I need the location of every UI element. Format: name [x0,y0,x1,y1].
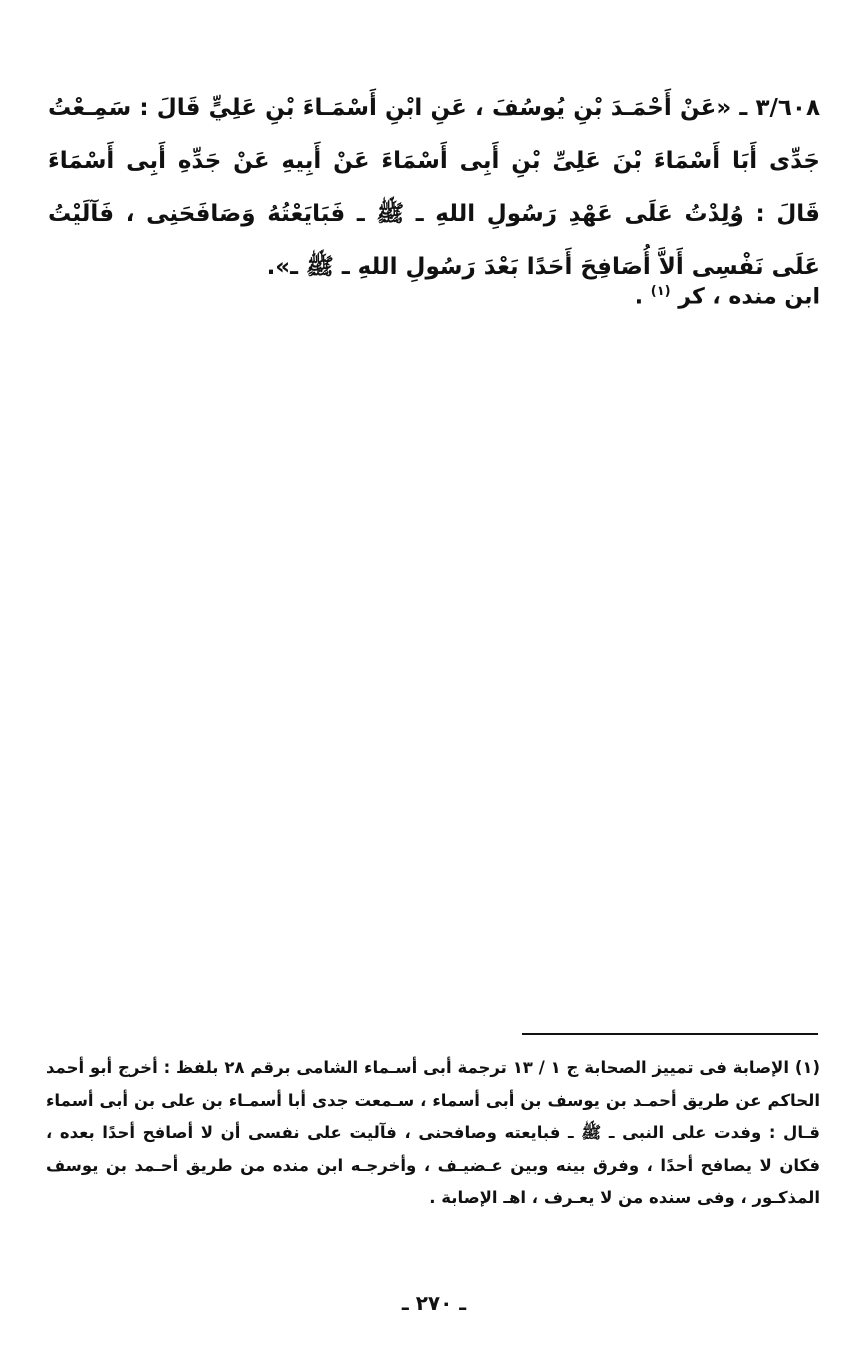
footnote-reference[interactable]: (١) [650,284,671,299]
hadith-paragraph [48,82,820,294]
footnote [46,1052,820,1215]
footnote-separator [522,1033,818,1035]
source-text: ابن منده ، كر [678,284,820,310]
hadith-source-line [48,270,820,319]
source-end-mark: . [634,284,644,310]
footnote-text: (١) الإصابة فى تمييز الصحابة ج ١ / ١٣ ترجمة أبى أسـماء الشامى برقم ٢٨ بلفظ : أخرج أبو أحمد الحاكم عن طريق أحمـد بن يوسف بن أبى أسماء ، سـمعت جدى أبا أسمـاء بن على بن أبى أسماء قـال : وفدت على النبى ـ ﷺ ـ فبايعته وصافحنى ، فآليت على نفسى أن لا أصافح أحدًا بعده ، فكان لا يصافح أحدًا ، وفرق بينه وبين عـضيـف ، وأخرجـه ابن منده من طريق أحـمد بن يوسف المذكـور ، وفى سنده من لا يعـرف ، اهـ الإصابة . [46,1058,821,1207]
page-number: ـ ٢٧٠ ـ [401,1291,467,1315]
hadith-text: ٣/٦٠٨ ـ «عَنْ أَحْمَـدَ بْنِ يُوسُفَ ، عَنِ ابْنِ أَسْمَـاءَ بْنِ عَلِيٍّ قَالَ : سَمِـعْتُ جَدِّى أَبَا أَسْمَاءَ بْنَ عَلِىِّ بْنِ أَبِى أَسْمَاءَ عَنْ أَبِيهِ عَنْ جَدِّهِ أَبِى أَسْمَاءَ قَالَ : وُلِدْتُ عَلَى عَهْدِ رَسُولِ اللهِ ـ ﷺ ـ فَبَايَعْتُهُ وَصَافَحَنِى ، فَآلَيْتُ عَلَى نَفْسِى أَلاَّ أُصَافِحَ أَحَدًا بَعْدَ رَسُولِ اللهِ ـ ﷺ ـ». [48,95,820,280]
